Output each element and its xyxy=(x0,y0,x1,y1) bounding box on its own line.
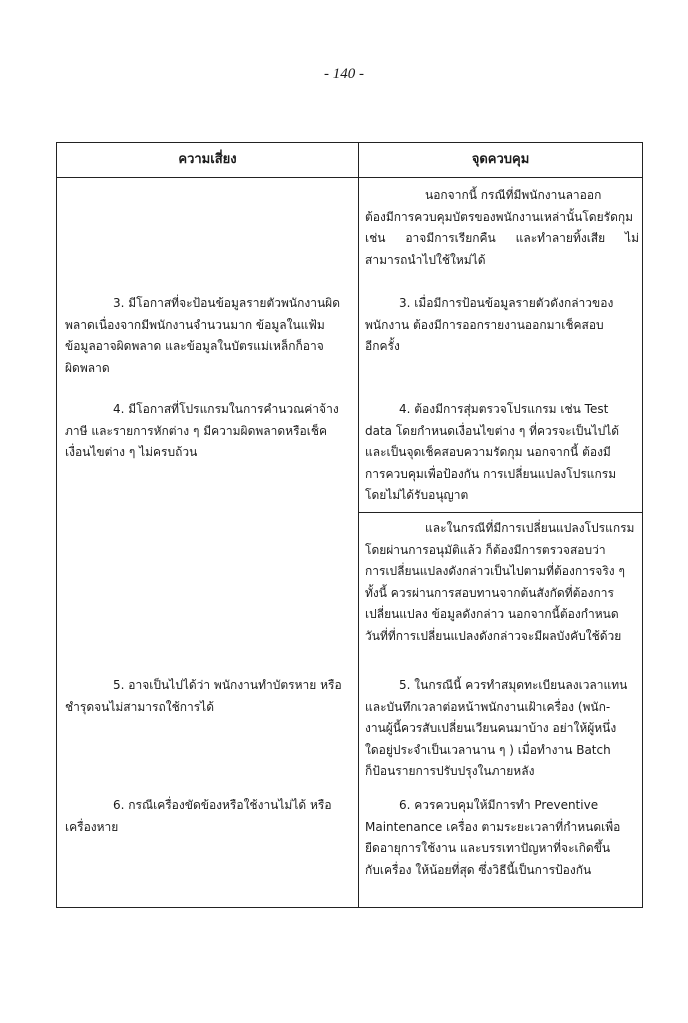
text-line: ก็ป้อนรายการปรับปรุงในภายหลัง xyxy=(365,764,535,778)
text-line: และในกรณีที่มีการเปลี่ยนแปลงโปรแกรม xyxy=(425,521,635,535)
text-line: เงื่อนไขต่าง ๆ ไม่ครบถ้วน xyxy=(65,445,198,459)
text-line: 5. ในกรณีนี้ ควรทำสมุดทะเบียนลงเวลาแทน xyxy=(399,678,628,692)
control-item-5 xyxy=(365,675,639,783)
cell-separator xyxy=(359,512,642,513)
column-divider xyxy=(358,143,359,907)
risk-item-3 xyxy=(65,293,353,379)
text-line: ข้อมูลอาจผิดพลาด และข้อมูลในบัตรแม่เหล็กก็อาจ xyxy=(65,339,324,353)
risk-item-6 xyxy=(65,795,353,838)
text-line: การควบคุมเพื่อป้องกัน การเปลี่ยนแปลงโปรแกรม xyxy=(365,466,617,481)
text-line: พนักงาน ต้องมีการออกรายงานออกมาเช็คสอบ xyxy=(365,317,604,332)
text-line: และบันทึกเวลาต่อหน้าพนักงานเฝ้าเครื่อง (พนัก- xyxy=(365,699,611,714)
text-line: พลาดเนื่องจากมีพนักงานจำนวนมาก ข้อมูลในแฟ้ม xyxy=(65,317,325,332)
control-item-4b xyxy=(365,518,639,647)
risk-item-4 xyxy=(65,399,353,464)
text-line: ผิดพลาด xyxy=(65,360,110,375)
text-line: ภาษี และรายการหักต่าง ๆ มีความผิดพลาดหรือเช็ค xyxy=(65,423,327,438)
text-line: ชำรุดจนไม่สามารถใช้การได้ xyxy=(65,699,215,714)
text-line: 5. อาจเป็นไปได้ว่า พนักงานทำบัตรหาย หรือ xyxy=(113,678,342,692)
text-line: กับเครื่อง ให้น้อยที่สุด ซึ่งวิธีนี้เป็นการป้องกัน xyxy=(365,862,592,877)
control-item-3 xyxy=(365,293,639,358)
text-line: โดยไม่ได้รับอนุญาต xyxy=(365,488,469,502)
text-line: เช่น อาจมีการเรียกคืน และทำลายทิ้งเสีย ไม่ xyxy=(365,231,639,245)
text-line: 3. มีโอกาสที่จะป้อนข้อมูลรายตัวพนักงานผิด xyxy=(113,296,340,310)
text-line: 3. เมื่อมีการป้อนข้อมูลรายตัวดังกล่าวของ xyxy=(399,296,614,310)
control-item-4 xyxy=(365,399,639,507)
header-control: จุดควบคุม xyxy=(471,152,530,167)
text-line: โดยผ่านการอนุมัติแล้ว ก็ต้องมีการตรวจสอบว่า xyxy=(365,542,606,557)
text-line: ยืดอายุการใช้งาน และบรรเทาปัญหาที่จะเกิดขึ้น xyxy=(365,841,611,855)
text-line: เปลี่ยนแปลง ข้อมูลดังกล่าว นอกจากนี้ต้องกำหนด xyxy=(365,607,619,621)
control-item-6 xyxy=(365,795,639,881)
text-line: นอกจากนี้ กรณีที่มีพนักงานลาออก xyxy=(425,188,602,202)
header-risk: ความเสี่ยง xyxy=(178,152,237,167)
text-line: Maintenance เครื่อง ตามระยะเวลาที่กำหนดเพื่อ xyxy=(365,819,621,834)
text-line: การเปลี่ยนแปลงดังกล่าวเป็นไปตามที่ต้องการจริง ๆ xyxy=(365,564,625,578)
text-line: สามารถนำไปใช้ใหม่ได้ xyxy=(365,252,486,267)
text-line: 4. มีโอกาสที่โปรแกรมในการคำนวณค่าจ้าง xyxy=(113,402,339,416)
page-number: - 140 - xyxy=(324,66,364,82)
text-line: อีกครั้ง xyxy=(365,339,400,353)
table-header-row xyxy=(57,143,642,178)
text-line: งานผู้นี้ควรสับเปลี่ยนเวียนคนมาบ้าง อย่าให้ผู้หนึ่ง xyxy=(365,721,617,735)
text-line: data โดยกำหนดเงื่อนไขต่าง ๆ ที่ควรจะเป็นไปได้ xyxy=(365,423,620,438)
risk-item-5 xyxy=(65,675,353,718)
text-line: ใดอยู่ประจำเป็นเวลานาน ๆ ) เมื่อทำงาน Batch xyxy=(365,742,611,757)
text-line: ต้องมีการควบคุมบัตรของพนักงานเหล่านั้นโดยรัดกุม xyxy=(365,209,634,224)
text-line: ทั้งนี้ ควรผ่านการสอบทานจากต้นสังกัดที่ต้องการ xyxy=(365,585,614,600)
text-line: เครื่องหาย xyxy=(65,819,119,834)
text-line: 4. ต้องมีการสุ่มตรวจโปรแกรม เช่น Test xyxy=(399,402,609,416)
risk-control-table xyxy=(56,142,643,908)
text-line: วันที่ที่การเปลี่ยนแปลงดังกล่าวจะมีผลบังคับใช้ด้วย xyxy=(365,628,622,643)
control-intro xyxy=(365,185,639,271)
text-line: และเป็นจุดเช็คสอบความรัดกุม นอกจากนี้ ต้องมี xyxy=(365,445,611,459)
text-line: 6. กรณีเครื่องขัดข้องหรือใช้งานไม่ได้ หรือ xyxy=(113,798,332,812)
text-line: 6. ควรควบคุมให้มีการทำ Preventive xyxy=(399,798,599,812)
